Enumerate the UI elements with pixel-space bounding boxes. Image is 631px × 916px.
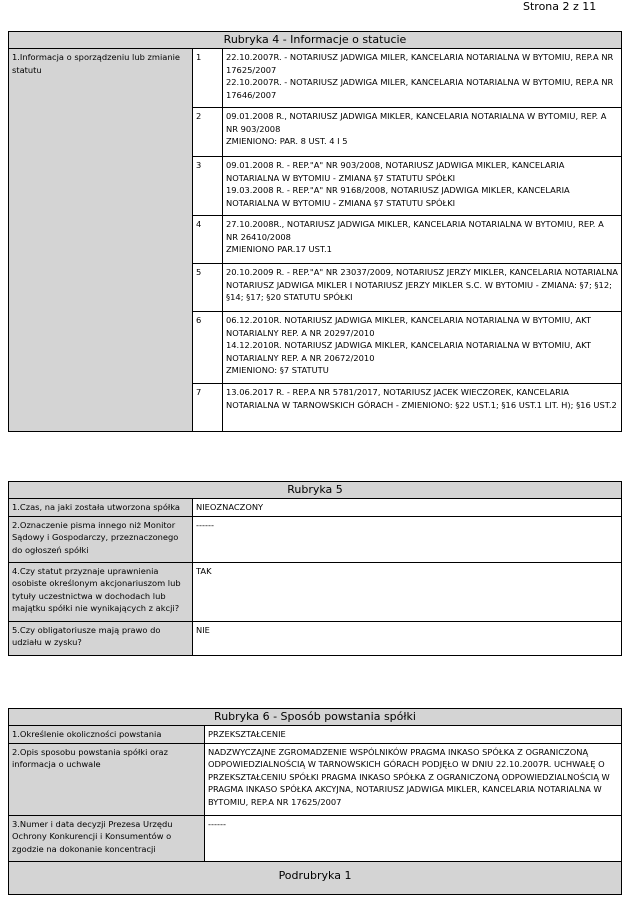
entry-number: 6 (193, 312, 223, 384)
publication-value: ------ (193, 516, 622, 562)
personal-rights-label: 4.Czy statut przyznaje uprawnienia osobiste określonym akcjonariuszom lub tytuły uczestnictwa w dochodach lub majątku spółki nie wynikających z akcji? (9, 562, 193, 621)
entry-number: 1 (193, 49, 223, 108)
duration-value: NIEOZNACZONY (193, 499, 622, 517)
entry-text: 06.12.2010R. NOTARIUSZ JADWIGA MIKLER, KANCELARIA NOTARIALNA W BYTOMIU, AKT NOTARIALNY REP. A NR 20297/2010 14.12.2010R. NOTARIUSZ JADWIGA MIKLER, KANCELARIA NOTARIALNA W BYTOMIU, AKT NOTARIALNY REP. A NR 20672/2010 ZMIENIONO: §7 STATUTU (223, 312, 622, 384)
podrubryka-1-title: Podrubryka 1 (9, 861, 622, 894)
formation-description-value: NADZWYCZAJNE ZGROMADZENIE WSPÓLNIKÓW PRAGMA INKASO SPÓŁKA Z OGRANICZONĄ ODPOWIEDZIALNOŚCIĄ W TARNOWSKICH GÓRACH PODJĘŁO W DNIU 22.10.2007R. UCHWAŁĘ O PRZEKSZTAŁCENIU SPÓŁKI PRAGMA INKASO SPÓŁKA Z OGRANICZONĄ ODPOWIEDZIALNOŚCIĄ W PRAGMA INKASO SPÓŁKA AKCYJNA, NOTARIUSZ JADWIGA MIKLER, KANCELARIA NOTARIALNA W BYTOMIU, REP.A NR 17625/2007 (205, 743, 622, 815)
rubryka-4-title: Rubryka 4 - Informacje o statucie (9, 32, 622, 49)
entry-text: 13.06.2017 R. - REP.A NR 5781/2017, NOTARIUSZ JACEK WIECZOREK, KANCELARIA NOTARIALNA W TARNOWSKICH GÓRACH - ZMIENIONO: §22 UST.1; §16 UST.1 LIT. H); §16 UST.2 (223, 384, 622, 432)
personal-rights-value: TAK (193, 562, 622, 621)
entry-text: 27.10.2008R., NOTARIUSZ JADWIGA MIKLER, KANCELARIA NOTARIALNA W BYTOMIU, REP. A NR 26410/2008 ZMIENIONO PAR.17 UST.1 (223, 216, 622, 264)
statute-info-label: 1.Informacja o sporządzeniu lub zmianie statutu (9, 49, 193, 432)
entry-number: 3 (193, 157, 223, 216)
page-number: Strona 2 z 11 (523, 0, 597, 13)
rubryka-6-title: Rubryka 6 - Sposób powstania spółki (9, 709, 622, 726)
rubryka-6-table (8, 708, 622, 895)
entry-text: 22.10.2007R. - NOTARIUSZ JADWIGA MILER, KANCELARIA NOTARIALNA W BYTOMIU, REP.A NR 17625/2007 22.10.2007R. - NOTARIUSZ JADWIGA MILER, KANCELARIA NOTARIALNA W BYTOMIU, REP.A NR 17646/2007 (223, 49, 622, 108)
formation-description-label: 2.Opis sposobu powstania spółki oraz informacja o uchwale (9, 743, 205, 815)
entry-number: 2 (193, 108, 223, 157)
bondholders-profit-label: 5.Czy obligatoriusze mają prawo do udziału w zysku? (9, 621, 193, 655)
entry-number: 7 (193, 384, 223, 432)
entry-text: 09.01.2008 R., NOTARIUSZ JADWIGA MIKLER, KANCELARIA NOTARIALNA W BYTOMIU, REP. A NR 903/2008 ZMIENIONO: PAR. 8 UST. 4 I 5 (223, 108, 622, 157)
entry-text: 20.10.2009 R. - REP."A" NR 23037/2009, NOTARIUSZ JERZY MIKLER, KANCELARIA NOTARIALNA NOTARIUSZ JADWIGA MIKLER I NOTARIUSZ JERZY MIKLER S.C. W BYTOMIU - ZMIANA: §7; §12; §14; §17; §20 STATUTU SPÓŁKI (223, 264, 622, 312)
entry-text: 09.01.2008 R. - REP."A" NR 903/2008, NOTARIUSZ JADWIGA MIKLER, KANCELARIA NOTARIALNA W BYTOMIU - ZMIANA §7 STATUTU SPÓŁKI 19.03.2008 R. - REP."A" NR 9168/2008, NOTARIUSZ JADWIGA MIKLER, KANCELARIA NOTARIALNA W BYTOMIU - ZMIANA §7 STATUTU SPÓŁKI (223, 157, 622, 216)
rubryka-4-table (8, 31, 622, 432)
uokik-decision-value: ------ (205, 815, 622, 861)
formation-circumstances-value: PRZEKSZTAŁCENIE (205, 726, 622, 744)
formation-circumstances-label: 1.Określenie okoliczności powstania (9, 726, 205, 744)
entry-number: 4 (193, 216, 223, 264)
duration-label: 1.Czas, na jaki została utworzona spółka (9, 499, 193, 517)
rubryka-5-title: Rubryka 5 (9, 482, 622, 499)
entry-number: 5 (193, 264, 223, 312)
publication-label: 2.Oznaczenie pisma innego niż Monitor Sądowy i Gospodarczy, przeznaczonego do ogłoszeń spółki (9, 516, 193, 562)
bondholders-profit-value: NIE (193, 621, 622, 655)
uokik-decision-label: 3.Numer i data decyzji Prezesa Urzędu Ochrony Konkurencji i Konsumentów o zgodzie na dokonanie koncentracji (9, 815, 205, 861)
rubryka-5-table (8, 481, 622, 656)
